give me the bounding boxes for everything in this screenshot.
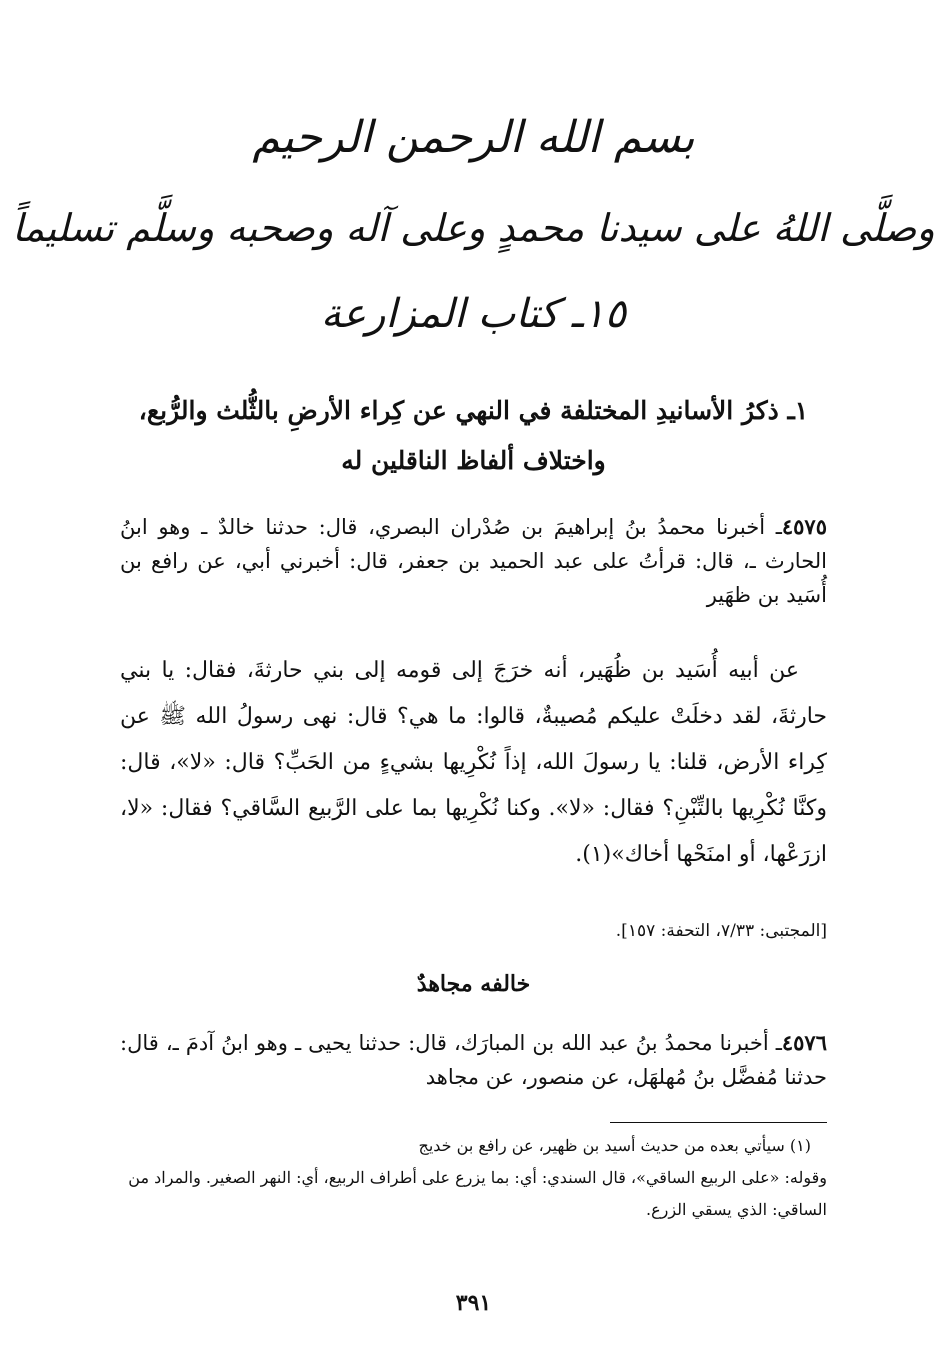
hadith-4576 — [120, 1026, 827, 1094]
chapter-heading — [120, 386, 827, 486]
hadith-number: ٤٥٧٥ — [781, 514, 827, 539]
hadith-4575-chain — [120, 510, 827, 612]
page-number: ٣٩١ — [455, 1290, 492, 1316]
chapter-heading-line2: واختلاف ألفاظ الناقلين له — [341, 446, 606, 475]
salawat-line: وصلَّى اللهُ على سيدنا محمدٍ وعلى آله وصحبه وسلَّم تسليماً — [12, 206, 935, 250]
hadith-number: ٤٥٧٦ — [781, 1030, 827, 1055]
footnote-1: (١) سيأتي بعده من حديث أسيد بن ظهير، عن رافع بن خديج — [418, 1136, 811, 1155]
footnote-2: وقوله: «على الربيع الساقي»، قال السندي: أي: بما يزرع على أطراف الربيع، أي: النهر الصغير. والمراد من الساقي: الذي يسقي الزرع. — [128, 1168, 827, 1219]
hadith-text: ـ أخبرنا محمدُ بنُ عبد الله بن المبارَك، قال: حدثنا يحيى ـ وهو ابنُ آدمَ ـ، قال: حدثنا مُفضَّل بنُ مُهلهَل، عن منصور، عن مجاهد — [120, 1031, 827, 1089]
hadith-4575-matn: عن أبيه أُسَيد بن ظُهَير، أنه خرَجَ إلى قومه إلى بني حارثةَ، فقال: يا بني حارثةَ، لقد دخلَتْ عليكم مُصيبةٌ، قالوا: ما هي؟ قال: نهى رسولُ الله ﷺ عن كِراء الأرض، قلنا: يا رسولَ الله، إذاً نُكْرِيها بشيءٍ من الحَبِّ؟ قال: «لا»، قال: وكنَّا نُكْرِيها بالتِّبْنِ؟ فقال: «لا». وكنا نُكْرِيها بما على الرَّبيع السَّاقي؟ فقال: «لا، ازرَعْها، أو امنَحْها أخاك»(١). — [120, 658, 827, 867]
hadith-4575-source-reference: [المجتبى: ٧/٣٣، التحفة: ١٥٧]. — [615, 921, 827, 941]
chapter-heading-line1: ١ـ ذكرُ الأسانيدِ المختلفة في النهي عن كِراء الأرضِ بالثُّلث والرُّبع، — [138, 396, 809, 425]
book-title: ١٥ـ كتاب المزارعة — [320, 291, 627, 337]
footnotes — [120, 1130, 827, 1226]
hadith-sanad: ـ أخبرنا محمدُ بنُ إبراهيمَ بن صُدْران البصري، قال: حدثنا خالدٌ ـ وهو ابنُ الحارث ـ، قال: قرأتُ على عبد الحميد بن جعفر، قال: أخبرني أبي، عن رافع بن أُسَيد بن ظهَير — [120, 515, 827, 607]
subheading-khalafahu: خالفه مجاهدٌ — [416, 971, 531, 997]
basmala: بسم الله الرحمن الرحيم — [252, 112, 695, 163]
footnote-divider — [610, 1122, 827, 1123]
